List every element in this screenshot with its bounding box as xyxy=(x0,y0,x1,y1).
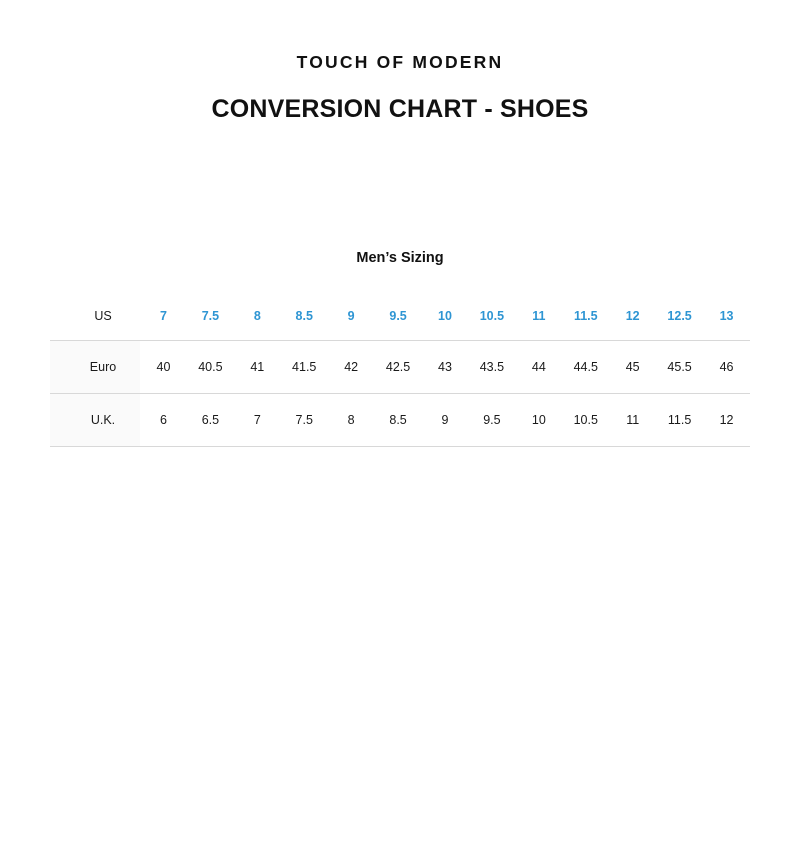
table-cell: 11.5 xyxy=(667,413,692,427)
page-title: CONVERSION CHART - SHOES xyxy=(211,95,589,123)
table-cell: 44.5 xyxy=(573,360,598,374)
table-cell: 11 xyxy=(626,413,640,427)
column-header: 10 xyxy=(438,309,452,323)
table-cell: 8 xyxy=(347,413,355,427)
table-cell: 46 xyxy=(719,360,734,374)
column-header: 13 xyxy=(719,309,734,323)
column-header: 7 xyxy=(159,309,167,323)
column-header-us: US xyxy=(94,309,112,323)
table-cell: 41.5 xyxy=(292,360,317,374)
table-header-row xyxy=(50,292,750,341)
table-cell: 43.5 xyxy=(479,360,505,374)
table-cell: 43 xyxy=(438,360,452,374)
table-cell: 7 xyxy=(253,413,261,427)
table-cell: 41 xyxy=(250,360,265,374)
table-cell: 45.5 xyxy=(667,360,692,374)
column-header: 8 xyxy=(253,309,261,323)
column-header: 9 xyxy=(347,309,355,323)
table-cell: 10.5 xyxy=(573,413,598,427)
table-cell: 8.5 xyxy=(389,413,407,427)
conversion-chart-page xyxy=(0,52,800,852)
table-row xyxy=(50,394,750,447)
table-cell: 40 xyxy=(156,360,171,374)
size-conversion-table xyxy=(50,292,750,447)
section-label: Men’s Sizing xyxy=(356,250,444,266)
brand-wordmark: TOUCH OF MODERN xyxy=(296,52,504,72)
column-header: 11 xyxy=(532,309,546,323)
column-header: 10.5 xyxy=(479,309,505,323)
table-cell: 42 xyxy=(344,360,359,374)
column-header: 7.5 xyxy=(201,309,220,323)
column-header: 11.5 xyxy=(573,309,598,323)
column-header: 12.5 xyxy=(667,309,692,323)
table-cell: 9 xyxy=(441,413,449,427)
column-header: 8.5 xyxy=(295,309,313,323)
table-cell: 44 xyxy=(531,360,546,374)
table-cell: 6 xyxy=(159,413,167,427)
column-header: 12 xyxy=(625,309,640,323)
table-cell: 42.5 xyxy=(385,360,411,374)
table-cell: 9.5 xyxy=(483,413,501,427)
table-cell: 40.5 xyxy=(198,360,223,374)
table-row xyxy=(50,341,750,394)
table-cell: 7.5 xyxy=(295,413,313,427)
column-header: 9.5 xyxy=(389,309,407,323)
row-label-uk: U.K. xyxy=(50,394,140,447)
table-cell: 45 xyxy=(625,360,640,374)
size-table-wrapper xyxy=(50,292,750,447)
table-cell: 10 xyxy=(531,413,546,427)
table-cell: 12 xyxy=(719,413,734,427)
row-label-euro: Euro xyxy=(50,341,140,394)
table-cell: 6.5 xyxy=(201,413,220,427)
